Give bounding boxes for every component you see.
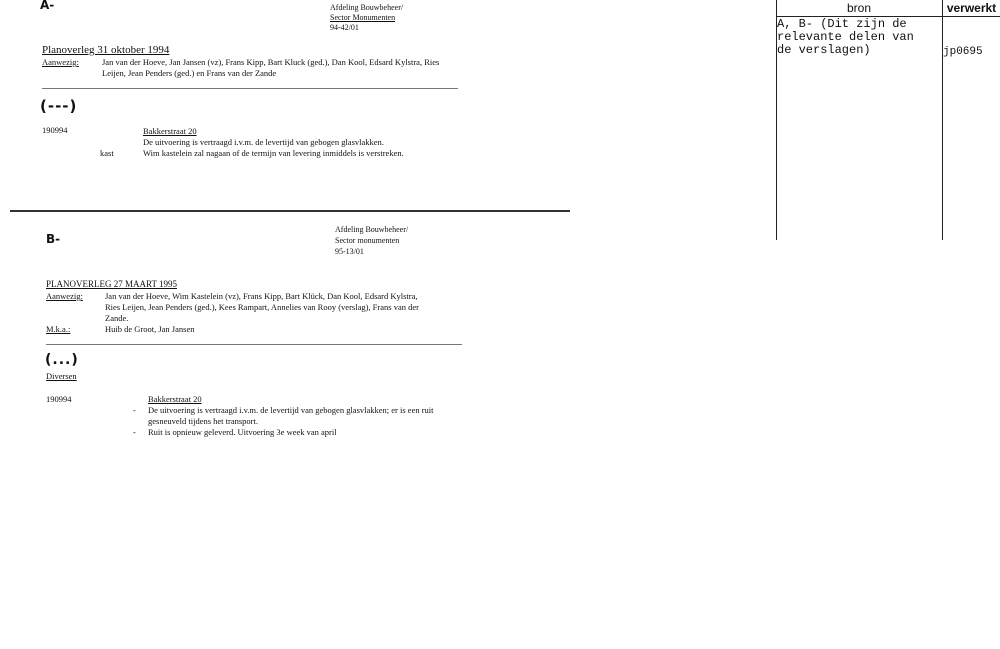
- doc-a-ref: 94-42/01: [330, 23, 359, 32]
- doc-b-dept-line2: Sector monumenten: [335, 236, 400, 245]
- doc-a-item-line1: De uitvoering is vertraagd i.v.m. de levertijd van gebogen glasvlakken.: [143, 137, 384, 147]
- doc-b-mka-value: Huib de Groot, Jan Jansen: [105, 324, 195, 334]
- table-bron-line2: relevante delen van: [777, 30, 914, 44]
- doc-a-item-line2: Wim kastelein zal nagaan of de termijn van levering inmiddels is verstreken.: [143, 148, 404, 158]
- doc-b-present-label: Aanwezig:: [46, 291, 83, 301]
- doc-a-title: Planoverleg 31 oktober 1994: [42, 44, 170, 56]
- doc-a-present-line2: Leijen, Jean Penders (ged.) en Frans van der Zande: [102, 68, 277, 78]
- doc-a-attendees: [102, 57, 472, 79]
- doc-a-present-line1: Jan van der Hoeve, Jan Jansen (vz), Frans Kipp, Bart Kluck (ged.), Dan Kool, Edsard Kylstra, Ries: [102, 57, 440, 67]
- doc-b-mka-label: M.k.a.:: [46, 324, 71, 334]
- doc-b-item-code: 190994: [46, 394, 72, 404]
- doc-b-bullet2-char: -: [133, 427, 136, 437]
- doc-b-divider: [46, 344, 462, 345]
- doc-b-bullet1-char: -: [133, 405, 136, 415]
- doc-a-marker: A-: [40, 0, 55, 12]
- table-header-verwerkt: verwerkt: [946, 1, 997, 15]
- doc-b-marker: B-: [46, 232, 61, 246]
- table-cell-verwerkt: jp0695: [943, 46, 983, 58]
- doc-b-section: Diversen: [46, 371, 77, 381]
- doc-b-bullet1: [148, 405, 434, 427]
- doc-b-item-title: Bakkerstraat 20: [148, 394, 202, 404]
- doc-b-present-line1: Jan van der Hoeve, Wim Kastelein (vz), Frans Kipp, Bart Klück, Dan Kool, Edsard Kylstra,: [105, 291, 418, 301]
- doc-b-present-line3: Zande.: [105, 313, 129, 323]
- documents-separator: [10, 210, 570, 212]
- doc-b-ref: 95-13/01: [335, 247, 364, 256]
- doc-a-header: [330, 3, 403, 33]
- doc-a-item-title: Bakkerstraat 20: [143, 126, 197, 136]
- doc-b-ellipsis: (...): [45, 352, 79, 368]
- doc-b-bullet1-line2: gesneuveld tijdens het transport.: [148, 416, 259, 426]
- table-col-divider: [942, 0, 943, 240]
- doc-a-divider: [42, 88, 458, 89]
- doc-a-item-code: 190994: [42, 125, 68, 135]
- table-bron-line1: A, B- (Dit zijn de: [777, 17, 907, 31]
- doc-b-present-line2: Ries Leijen, Jean Penders (ged.), Kees Rampart, Annelies van Rooy (verslag), Frans van der: [105, 302, 419, 312]
- doc-a-dept-line2: Sector Monumenten: [330, 13, 396, 22]
- doc-a-ellipsis: (---): [40, 97, 78, 115]
- doc-b-header: [335, 224, 408, 257]
- doc-b-attendees: [105, 291, 475, 324]
- doc-a-dept-line1: Afdeling Bouwbeheer/: [330, 3, 404, 12]
- doc-a-action-label: kast: [100, 148, 114, 158]
- doc-b-bullet1-line1: De uitvoering is vertraagd i.v.m. de levertijd van gebogen glasvlakken; er is een ruit: [148, 405, 434, 415]
- table-bron-line3: de verslagen): [777, 43, 871, 57]
- doc-b-bullet2: Ruit is opnieuw geleverd. Uitvoering 3e week van april: [148, 427, 337, 437]
- table-header-bron: bron: [846, 1, 872, 15]
- table-cell-bron: [777, 18, 914, 57]
- doc-a-present-label: Aanwezig:: [42, 57, 79, 67]
- doc-b-dept-line1: Afdeling Bouwbeheer/: [335, 225, 409, 234]
- doc-b-title: PLANOVERLEG 27 MAART 1995: [46, 279, 178, 289]
